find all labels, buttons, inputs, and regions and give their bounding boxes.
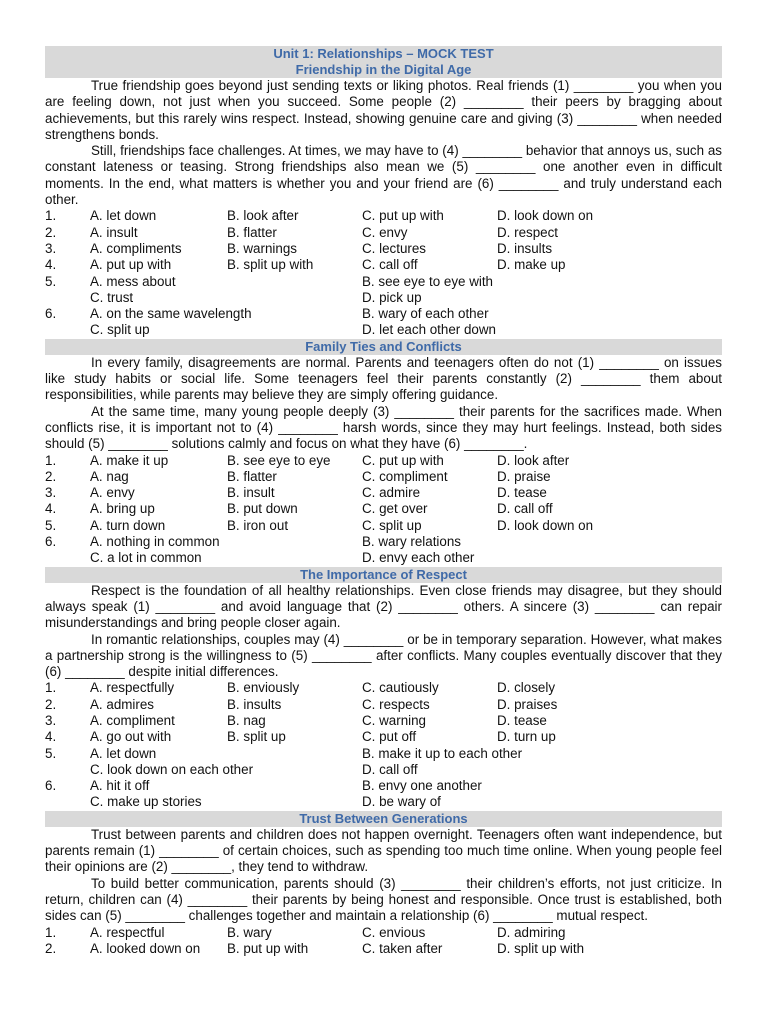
question-number: 6.	[45, 534, 57, 550]
answer-option[interactable]: C. envious	[362, 924, 426, 940]
answer-option[interactable]: D. call off	[362, 761, 418, 777]
answer-option[interactable]: D. praises	[497, 696, 558, 712]
question-row	[45, 485, 722, 501]
question-number: 4.	[45, 501, 57, 517]
question-row	[45, 501, 722, 517]
question-row	[45, 925, 722, 941]
answer-option[interactable]: D. envy each other	[362, 550, 475, 566]
passage-paragraph: True friendship goes beyond just sending texts or liking photos. Real friends (1) ________ you when you are feeling down, not just when you succeed. Some people (2) ________ their peers by bragging about achievements, but this rarely wins respect. Instead, showing genuine care and giving (3) ________ when needed strengthens bonds.	[45, 78, 722, 142]
answer-option[interactable]: D. closely	[497, 680, 556, 696]
passage-paragraph: Still, friendships face challenges. At times, we may have to (4) ________ behavior that annoys us, such as constant lateness or teasing. Strong friendships also mean we (5) ________ one another even in difficult moments. In the end, what matters is whether you and your friend are (6) ________ and truly understand each other.	[45, 143, 722, 208]
answer-option[interactable]: D. be wary of	[362, 794, 441, 810]
answer-option[interactable]: C. call off	[362, 257, 418, 273]
answer-option[interactable]: B. split up with	[227, 257, 314, 273]
answer-option[interactable]: B. look after	[227, 208, 299, 224]
question-row	[45, 274, 722, 290]
answer-option[interactable]: D. praise	[497, 468, 551, 484]
section-title: The Importance of Respect	[45, 567, 722, 583]
question-number: 1.	[45, 924, 57, 940]
answer-option[interactable]: B. wary	[227, 924, 272, 940]
answer-option[interactable]: A. on the same wavelength	[90, 306, 252, 322]
question-number: 5.	[45, 273, 57, 289]
answer-option[interactable]: A. make it up	[90, 452, 169, 468]
answer-option[interactable]: C. admire	[362, 485, 421, 501]
answer-option[interactable]: B. split up	[227, 729, 286, 745]
question-row	[45, 697, 722, 713]
answer-option[interactable]: C. cautiously	[362, 680, 439, 696]
answer-option[interactable]: A. looked down on	[90, 940, 201, 956]
answer-option[interactable]: C. make up stories	[90, 794, 202, 810]
answer-option[interactable]: A. go out with	[90, 729, 172, 745]
answer-option[interactable]: A. envy	[90, 485, 135, 501]
question-row	[45, 290, 722, 306]
question-row	[45, 746, 722, 762]
answer-option[interactable]: D. look down on	[497, 517, 594, 533]
section-title: Trust Between Generations	[45, 811, 722, 827]
answer-option[interactable]: B. flatter	[227, 468, 277, 484]
answer-option[interactable]: A. nothing in common	[90, 534, 220, 550]
question-row	[45, 729, 722, 745]
question-row	[45, 208, 722, 224]
question-row	[45, 241, 722, 257]
answer-option[interactable]: B. insults	[227, 696, 282, 712]
answer-option[interactable]: C. respects	[362, 696, 430, 712]
worksheet-page	[45, 46, 722, 957]
answer-option[interactable]: B. iron out	[227, 517, 289, 533]
answer-option[interactable]: C. split up	[90, 322, 150, 338]
answer-option[interactable]: D. tease	[497, 712, 547, 728]
answer-option[interactable]: B. see eye to eye with	[362, 273, 494, 289]
answer-option[interactable]: A. compliments	[90, 240, 182, 256]
answer-option[interactable]: A. mess about	[90, 273, 176, 289]
question-row	[45, 306, 722, 322]
answer-option[interactable]: C. warning	[362, 712, 427, 728]
question-number: 5.	[45, 517, 57, 533]
question-row	[45, 762, 722, 778]
answer-option[interactable]: B. wary relations	[362, 534, 461, 550]
question-row	[45, 680, 722, 696]
answer-option[interactable]: B. envy one another	[362, 778, 482, 794]
answer-option[interactable]: B. insult	[227, 485, 275, 501]
answer-option[interactable]: B. put down	[227, 501, 298, 517]
question-number: 5.	[45, 745, 57, 761]
answer-option[interactable]: C. taken after	[362, 940, 443, 956]
section-title: Friendship in the Digital Age	[45, 62, 722, 78]
question-number: 3.	[45, 485, 57, 501]
question-number: 4.	[45, 257, 57, 273]
passage-paragraph: In every family, disagreements are normal. Parents and teenagers often do not (1) ________ on issues like study habits or social life. Some teenagers feel their parents constantly (2) ________ them about responsibilities, while parents may believe they are simply offering guidance.	[45, 354, 722, 403]
question-row	[45, 778, 722, 794]
answer-option[interactable]: B. make it up to each other	[362, 745, 523, 761]
answer-option[interactable]: B. put up with	[227, 940, 309, 956]
answer-option[interactable]: A. respectful	[90, 924, 165, 940]
answer-option[interactable]: C. look down on each other	[90, 761, 254, 777]
question-row	[45, 794, 722, 810]
answer-option[interactable]: B. warnings	[227, 240, 297, 256]
question-row	[45, 322, 722, 338]
question-row	[45, 941, 722, 957]
answer-option[interactable]: C. a lot in common	[90, 550, 202, 566]
answer-option[interactable]: C. lectures	[362, 240, 426, 256]
answer-option[interactable]: C. split up	[362, 517, 422, 533]
question-number: 6.	[45, 306, 57, 322]
unit-title: Unit 1: Relationships – MOCK TEST	[45, 46, 722, 62]
question-row	[45, 518, 722, 534]
answer-option[interactable]: D. split up with	[497, 940, 585, 956]
answer-option[interactable]: B. wary of each other	[362, 306, 489, 322]
answer-option[interactable]: A. hit it off	[90, 778, 150, 794]
answer-option[interactable]: C. envy	[362, 224, 408, 240]
question-row	[45, 534, 722, 550]
question-number: 6.	[45, 778, 57, 794]
answer-option[interactable]: B. see eye to eye	[227, 452, 331, 468]
answer-option[interactable]: D. insults	[497, 240, 553, 256]
question-number: 3.	[45, 712, 57, 728]
answer-option[interactable]: C. put up with	[362, 452, 444, 468]
passage-paragraph: To build better communication, parents should (3) ________ their children’s efforts, not just criticize. In return, children can (4) ________ their parents by being honest and responsible. Once trust is established, both sides can (5) ________ challenges together and maintain a relationship (6) ________ mutual respect.	[45, 875, 722, 924]
answer-option[interactable]: D. let each other down	[362, 322, 496, 338]
passage-paragraph: In romantic relationships, couples may (4) ________ or be in temporary separation. However, what makes a partnership strong is the willingness to (5) ________ after conflicts. Many couples eventually discover that they (6) ________ despite initial differences.	[45, 631, 722, 680]
answer-option[interactable]: A. admires	[90, 696, 154, 712]
answer-option[interactable]: D. look down on	[497, 208, 594, 224]
question-number: 2.	[45, 468, 57, 484]
answer-option[interactable]: D. pick up	[362, 289, 422, 305]
question-row	[45, 713, 722, 729]
question-row	[45, 257, 722, 273]
section-title: Family Ties and Conflicts	[45, 339, 722, 355]
answer-option[interactable]: A. let down	[90, 745, 157, 761]
answer-option[interactable]: D. admiring	[497, 924, 566, 940]
question-number: 3.	[45, 240, 57, 256]
answer-option[interactable]: A. turn down	[90, 517, 166, 533]
answer-option[interactable]: A. put up with	[90, 257, 172, 273]
passage-paragraph: At the same time, many young people deeply (3) ________ their parents for the sacrifices made. When conflicts rise, it is important not to (4) ________ harsh words, since they may hurt feelings. Instead, both sides should (5) ________ solutions calmly and focus on what they have (6) ________.	[45, 403, 722, 452]
answer-option[interactable]: C. trust	[90, 289, 134, 305]
answer-option[interactable]: C. put off	[362, 729, 417, 745]
answer-option[interactable]: B. flatter	[227, 224, 277, 240]
question-number: 4.	[45, 729, 57, 745]
answer-option[interactable]: D. look after	[497, 452, 570, 468]
answer-option[interactable]: C. compliment	[362, 468, 448, 484]
answer-option[interactable]: D. tease	[497, 485, 547, 501]
question-number: 2.	[45, 696, 57, 712]
question-row	[45, 453, 722, 469]
answer-option[interactable]: A. let down	[90, 208, 157, 224]
question-number: 2.	[45, 940, 57, 956]
answer-option[interactable]: B. enviously	[227, 680, 300, 696]
passage-paragraph: Respect is the foundation of all healthy relationships. Even close friends may disagree, but they should always speak (1) ________ and avoid language that (2) ________ others. A sincere (3) ________ can repair misunderstandings and bring people closer again.	[45, 582, 722, 631]
answer-option[interactable]: C. put up with	[362, 208, 444, 224]
question-number: 2.	[45, 224, 57, 240]
answer-option[interactable]: A. bring up	[90, 501, 155, 517]
question-number: 1.	[45, 680, 57, 696]
answer-option[interactable]: C. get over	[362, 501, 428, 517]
answer-option[interactable]: A. respectfully	[90, 680, 175, 696]
answer-option[interactable]: A. insult	[90, 224, 138, 240]
answer-option[interactable]: D. respect	[497, 224, 559, 240]
answer-option[interactable]: D. call off	[497, 501, 553, 517]
passage-paragraph: Trust between parents and children does not happen overnight. Teenagers often want independence, but parents remain (1) ________ of certain choices, such as spending too much time online. When young people feel their opinions are (2) ________, they tend to withdraw.	[45, 826, 722, 875]
answer-option[interactable]: D. make up	[497, 257, 566, 273]
question-number: 1.	[45, 208, 57, 224]
question-row	[45, 550, 722, 566]
question-number: 1.	[45, 452, 57, 468]
sections-container	[45, 62, 722, 957]
answer-option[interactable]: D. turn up	[497, 729, 556, 745]
answer-option[interactable]: B. nag	[227, 712, 266, 728]
question-row	[45, 225, 722, 241]
answer-option[interactable]: A. nag	[90, 468, 129, 484]
question-row	[45, 469, 722, 485]
answer-option[interactable]: A. compliment	[90, 712, 175, 728]
